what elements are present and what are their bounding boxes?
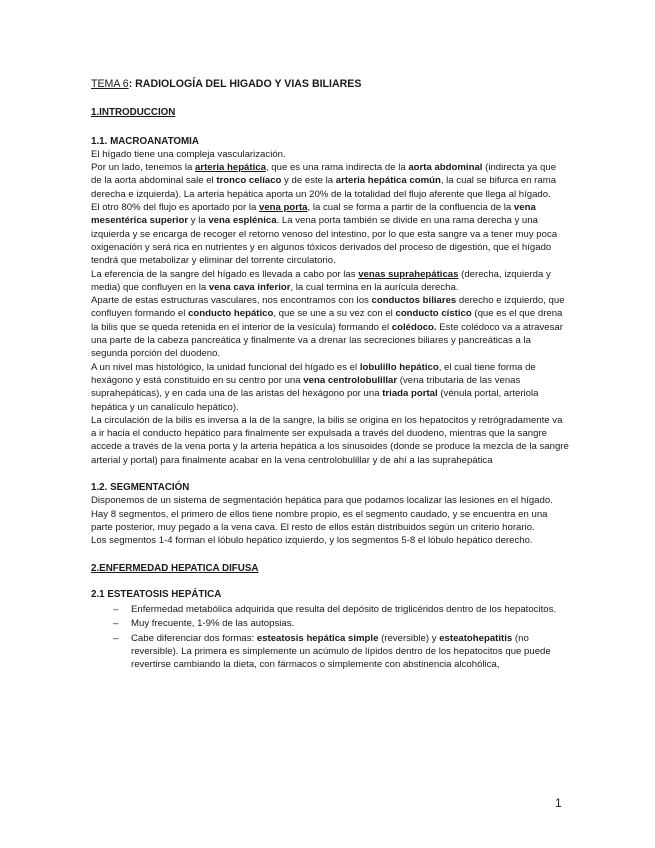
list-item: – Muy frecuente, 1-9% de las autopsias. xyxy=(131,617,569,630)
section-heading-segmentacion: 1.2. SEGMENTACIÓN xyxy=(91,482,190,494)
section-heading-introduccion: 1.INTRODUCCION xyxy=(91,107,176,119)
section-heading-esteatosis: 2.1 ESTEATOSIS HEPÁTICA xyxy=(91,588,222,600)
list-item: – Cabe diferenciar dos formas: esteatosis hepática simple (reversible) y esteatohepatitis (no reversible). La primera es simplemente un acúmulo de lípidos dentro de los hepatocitos que puede revertirse cambiando la dieta, con fármacos o simplemente con abstinencia alcohólica, xyxy=(131,632,569,672)
list-item: – Enfermedad metabólica adquirida que resulta del depósito de triglicéridos dentro de los hepatocitos. xyxy=(131,603,569,616)
bullet-list xyxy=(91,603,569,671)
section-heading-macroanatomia: 1.1. MACROANATOMIA xyxy=(91,135,199,147)
paragraph: A un nivel mas histológico, la unidad funcional del hígado es el lobulillo hepático, el cual tiene forma de hexágono y está constituido en su centro por una vena centrolobulillar (vena tributaria de las venas suprahepáticas), y en cada una de las aristas del hexágono por una triada portal (vénula portal, arteriola hepática y un canalículo hepático). xyxy=(91,361,539,413)
paragraph: Disponemos de un sistema de segmentación hepática para que podamos localizar las lesiones en el hígado. xyxy=(91,495,553,507)
paragraph: El otro 80% del flujo es aportado por la vena porta, la cual se forma a partir de la confluencia de la vena mesentérica superior y la vena esplénica. La vena porta también se divide en una rama derecha y una izquierda y se encarga de recoger el retorno venoso del intestino, por lo que esta sangre va a tener muy poca oxigenación y será rica en nutrientes y en algunos tóxicos derivados del proceso de digestión, que el hígado tendrá que metabolizar y eliminar del torrente circulatorio. xyxy=(91,202,558,267)
paragraph: Los segmentos 1-4 forman el lóbulo hepático izquierdo, y los segmentos 5-8 el lóbulo hepático derecho. xyxy=(91,535,533,547)
paragraph: La eferencia de la sangre del hígado es llevada a cabo por las venas suprahepáticas (derecha, izquierda y media) que confluyen en la vena cava inferior, la cual termina en la aurícula derecha. xyxy=(91,268,551,293)
title-prefix: TEMA 6 xyxy=(91,78,129,90)
paragraph: La circulación de la bilis es inversa a la de la sangre, la bilis se origina en los hepatocitos y retrógradamente va a ir hacia el conducto hepático para finalmente ser expulsada a través del duodeno, mientras que la sangre accede a través de la vena porta y la arteria hepática a los sinusoides (donde se produce la mezcla de la sangre arterial y portal) para finalmente acabar en la vena centrolobulillar y de ahí a las suprahepática xyxy=(91,414,569,466)
paragraph: Aparte de estas estructuras vasculares, nos encontramos con los conductos biliares derecho e izquierdo, que confluyen formando el conducto hepático, que se une a su vez con el conducto cístico (que es el que drena la bilis que se queda retenida en el interior de la vesícula) formando el colédoco. Este colédoco va a atravesar una parte de la cabeza pancreática y finalmente va a drenar las secreciones biliares y pancreáticas a la segunda porción del duodeno. xyxy=(91,295,565,360)
paragraph: Por un lado, tenemos la arteria hepática, que es una rama indirecta de la aorta abdominal (indirecta ya que de la aorta abdominal sale el tronco celíaco y de este la arteria hepática común, la cual se bifurca en rama derecha e izquierda). La arteria hepática aporta un 20% de la totalidad del flujo aferente que llega al hígado. xyxy=(91,162,557,200)
document-page xyxy=(91,78,569,673)
page-number: 1 xyxy=(555,796,562,810)
title-text: : RADIOLOGÍA DEL HIGADO Y VIAS BILIARES xyxy=(128,78,362,90)
section-heading-enfermedad-hepatica-difusa: 2.ENFERMEDAD HEPATICA DIFUSA xyxy=(91,562,259,574)
document-title xyxy=(91,78,569,91)
paragraph: El hígado tiene una compleja vascularización. xyxy=(91,148,286,160)
paragraph: Hay 8 segmentos, el primero de ellos tiene nombre propio, es el segmento caudado, y se encuentra en una parte posterior, muy pegado a la vena cava. El resto de ellos están distribuidos según un criterio horario. xyxy=(91,508,548,533)
